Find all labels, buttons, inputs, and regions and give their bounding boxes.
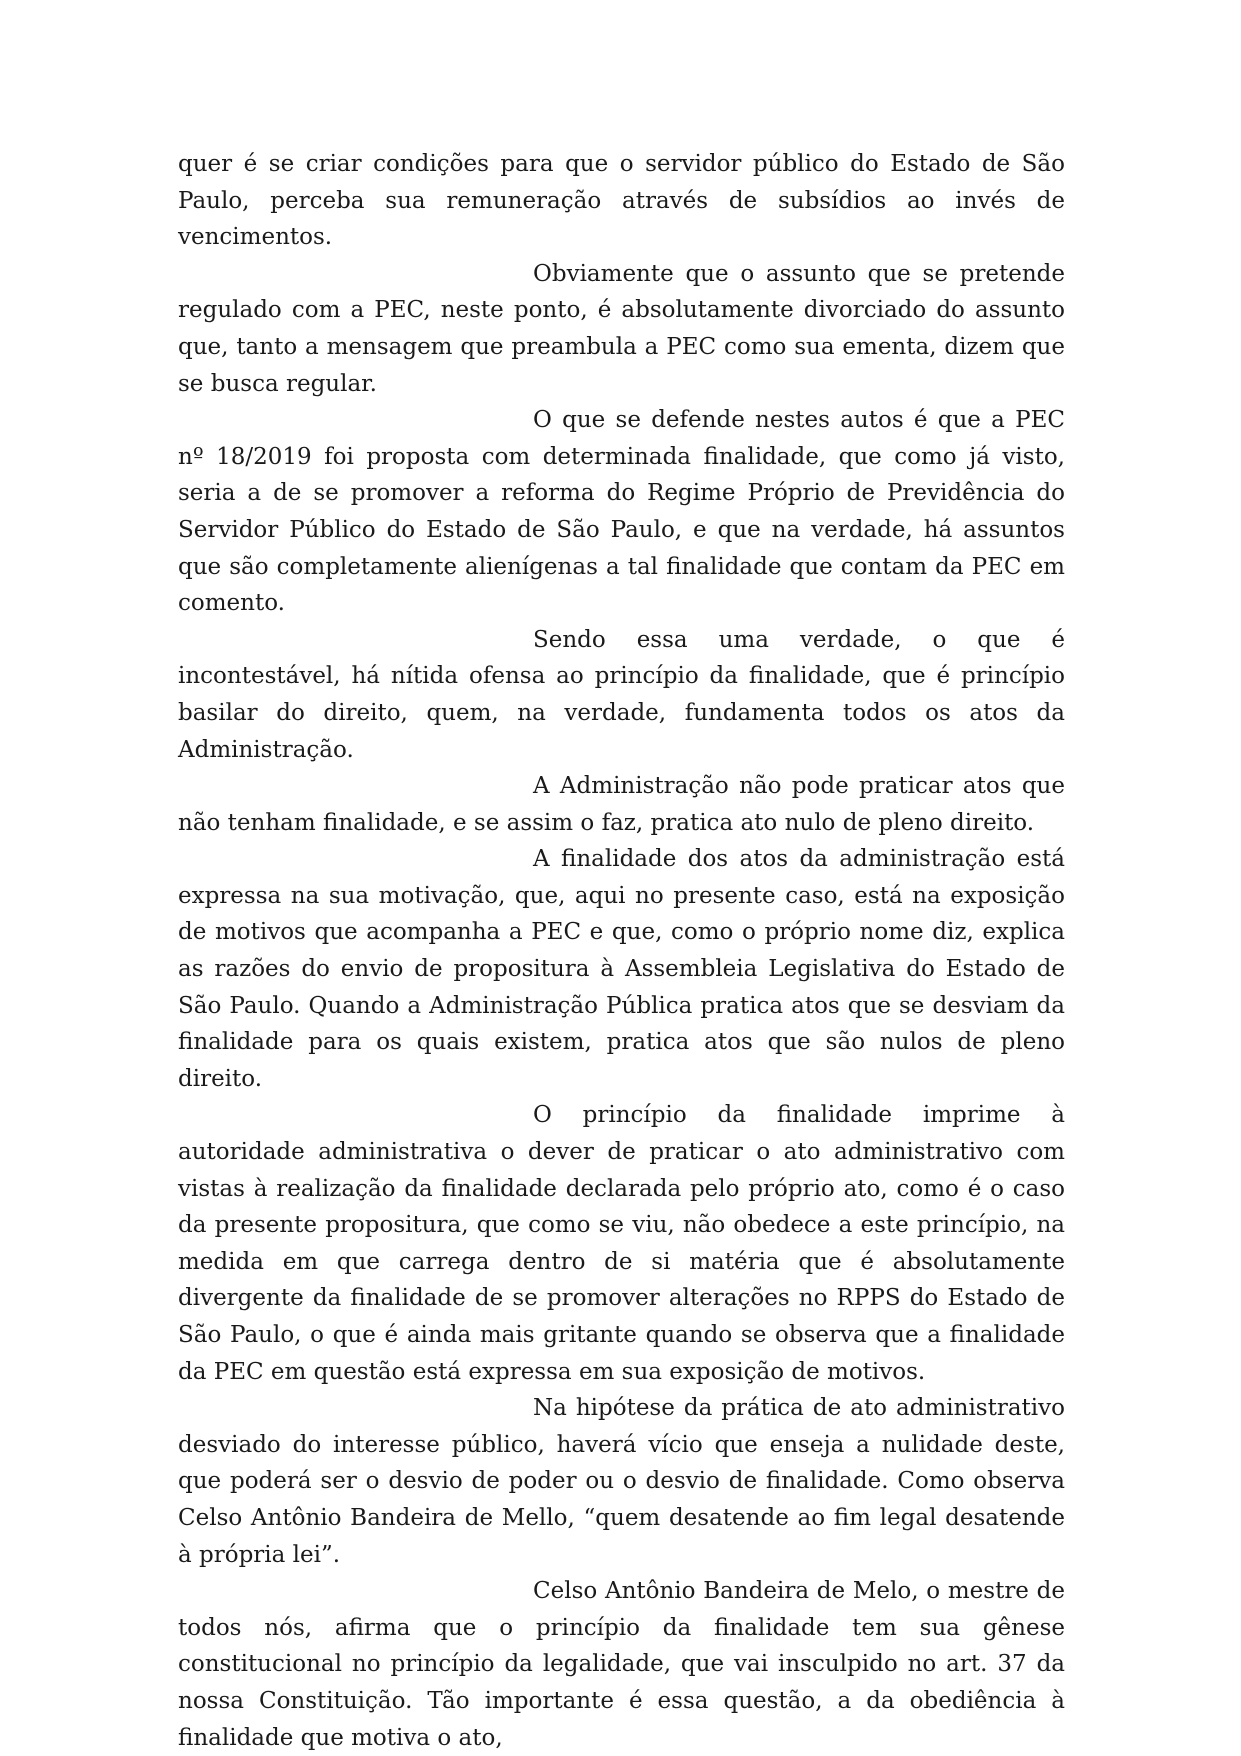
paragraph-continuation: quer é se criar condições para que o servidor público do Estado de São Paulo, perceba sua remuneração através de subsídios ao invés de vencimentos. <box>178 151 1065 251</box>
paragraph: A finalidade dos atos da administração está expressa na sua motivação, que, aqui no presente caso, está na exposição de motivos que acompanha a PEC e que, como o próprio nome diz, explica as razões do envio de propositura à Assembleia Legislativa do Estado de São Paulo. Quando a Administração Pública pratica atos que se desviam da finalidade para os quais existem, pratica atos que são nulos de pleno direito. <box>178 846 1065 1092</box>
document-body <box>178 146 1065 1756</box>
paragraph: Sendo essa uma verdade, o que é incontestável, há nítida ofensa ao princípio da finalidade, que é princípio basilar do direito, quem, na verdade, fundamenta todos os atos da Administração. <box>178 626 1065 763</box>
paragraph: Celso Antônio Bandeira de Melo, o mestre de todos nós, afirma que o princípio da finalidade tem sua gênese constitucional no princípio da legalidade, que vai insculpido no art. 37 da nossa Constituição. Tão importante é essa questão, a da obediência à finalidade que motiva o ato, <box>178 1578 1065 1751</box>
paragraph: O princípio da finalidade imprime à autoridade administrativa o dever de praticar o ato administrativo com vistas à realização da finalidade declarada pelo próprio ato, como é o caso da presente propositura, que como se viu, não obedece a este princípio, na medida em que carrega dentro de si matéria que é absolutamente divergente da finalidade de se promover alterações no RPPS do Estado de São Paulo, o que é ainda mais gritante quando se observa que a finalidade da PEC em questão está expressa em sua exposição de motivos. <box>178 1102 1065 1385</box>
paragraph: A Administração não pode praticar atos que não tenham finalidade, e se assim o faz, pratica ato nulo de pleno direito. <box>178 773 1065 836</box>
paragraph: Obviamente que o assunto que se pretende regulado com a PEC, neste ponto, é absolutamente divorciado do assunto que, tanto a mensagem que preambula a PEC como sua ementa, dizem que se busca regular. <box>178 260 1065 397</box>
paragraph: O que se defende nestes autos é que a PEC nº 18/2019 foi proposta com determinada finalidade, que como já visto, seria a de se promover a reforma do Regime Próprio de Previdência do Servidor Público do Estado de São Paulo, e que na verdade, há assuntos que são completamente alienígenas a tal finalidade que contam da PEC em comento. <box>178 407 1065 617</box>
paragraph: Na hipótese da prática de ato administrativo desviado do interesse público, haverá vício que enseja a nulidade deste, que poderá ser o desvio de poder ou o desvio de finalidade. Como observa Celso Antônio Bandeira de Mello, “quem desatende ao fim legal desatende à própria lei”. <box>178 1395 1065 1568</box>
